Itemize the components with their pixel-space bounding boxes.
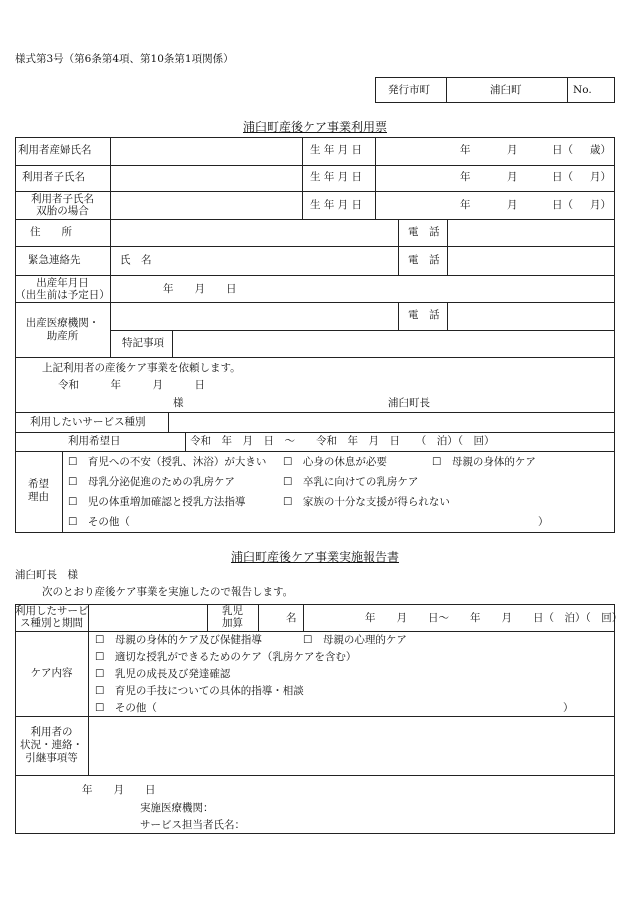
care-label: ケア内容 <box>30 667 73 679</box>
delivery-label-1: 出産年月日 <box>36 277 89 289</box>
emergency-name-label: 氏 名 <box>120 254 152 266</box>
infant-label-1: 乳児 <box>222 605 243 617</box>
checkbox-icon[interactable]: ☐ <box>95 668 105 680</box>
mother-name-label: 利用者産婦氏名 <box>18 144 92 156</box>
issuer-no-label: No. <box>573 84 592 96</box>
year-text: 年 <box>460 171 471 183</box>
reason-option[interactable]: ☐ 母乳分泌促進のための乳房ケア <box>68 476 235 488</box>
report-form-title: 浦臼町産後ケア事業実施報告書 <box>230 550 399 564</box>
usage-form-title: 浦臼町産後ケア事業利用票 <box>242 120 387 134</box>
reason-option[interactable]: ☐ 母親の身体的ケア <box>432 456 536 468</box>
delivery-label-2: （出生前は予定日） <box>15 289 110 301</box>
twin-label-1: 利用者子氏名 <box>31 193 94 205</box>
emergency-phone-label: 電 話 <box>408 254 440 266</box>
checkbox-icon[interactable]: ☐ <box>95 702 105 714</box>
status-label-3: 引継事項等 <box>25 752 78 764</box>
twin-birthdate-label: 生 年 月 日 <box>310 199 363 211</box>
infant-count-label: 名 <box>286 612 297 624</box>
report-staff-label: サービス担当者氏名： <box>140 819 245 831</box>
request-text: 上記利用者の産後ケア事業を依頼します。 <box>42 362 241 374</box>
month-text: 月 <box>507 144 518 156</box>
checkbox-icon[interactable]: ☐ <box>68 456 78 468</box>
issuer-label: 発行市町 <box>388 84 430 96</box>
care-option[interactable]: ☐ 適切な授乳ができるためのケア（乳房ケアを含む） <box>95 651 357 663</box>
checkbox-icon[interactable]: ☐ <box>303 634 313 646</box>
reason-option[interactable]: ☐ 児の体重増加確認と授乳方法指導 <box>68 496 246 508</box>
service-period-label-1: 利用したサービ <box>15 605 89 617</box>
month-text: 月 <box>507 171 518 183</box>
report-date: 年 月 日 <box>82 784 156 796</box>
form-id: 様式第3号（第6条第4項、第10条第1項関係） <box>15 53 234 65</box>
status-label-1: 利用者の <box>30 726 73 738</box>
age-close: 歳） <box>590 144 611 156</box>
period-value: 年 月 日～ 年 月 日（ 泊）（ 回） <box>365 612 623 624</box>
reason-option[interactable]: ☐ その他（ <box>68 516 130 528</box>
service-type-label: 利用したいサービス種別 <box>30 416 146 428</box>
checkbox-icon[interactable]: ☐ <box>68 476 78 488</box>
year-text: 年 <box>460 144 471 156</box>
care-close-paren: ） <box>563 702 574 714</box>
care-option[interactable]: ☐ 乳児の成長及び発達確認 <box>95 668 231 680</box>
checkbox-icon[interactable]: ☐ <box>68 496 78 508</box>
year-text: 年 <box>460 199 471 211</box>
reason-label-2: 理由 <box>28 491 49 503</box>
address-label: 住 所 <box>30 226 72 238</box>
care-option[interactable]: ☐ 育児の手技についての具体的指導・相談 <box>95 685 304 697</box>
care-option[interactable]: ☐ その他（ <box>95 702 157 714</box>
desired-date-value: 令和 年 月 日 ～ 令和 年 月 日 （ 泊）（ 回） <box>190 435 495 447</box>
checkbox-icon[interactable]: ☐ <box>95 685 105 697</box>
emergency-label: 緊急連絡先 <box>28 254 81 266</box>
reason-option[interactable]: ☐ 心身の休息が必要 <box>283 456 387 468</box>
delivery-date: 年 月 日 <box>163 283 237 295</box>
report-facility-label: 実施医療機関： <box>140 802 214 814</box>
child-name-label: 利用者子氏名 <box>22 171 85 183</box>
month-text: 月 <box>507 199 518 211</box>
mother-birthdate-label: 生 年 月 日 <box>310 144 363 156</box>
status-label-2: 状況・連絡・ <box>20 739 83 751</box>
checkbox-icon[interactable]: ☐ <box>283 496 293 508</box>
day-text: 日（ <box>552 199 573 211</box>
care-option[interactable]: ☐ 母親の身体的ケア及び保健指導 <box>95 634 262 646</box>
checkbox-icon[interactable]: ☐ <box>95 634 105 646</box>
reason-label-1: 希望 <box>28 478 49 490</box>
issuer-town: 浦臼町 <box>490 84 522 96</box>
service-period-label-2: ス種別と期間 <box>20 617 83 629</box>
report-intro: 次のとおり産後ケア事業を実施したので報告します。 <box>42 586 294 598</box>
day-text: 日（ <box>552 144 573 156</box>
day-text: 日（ <box>552 171 573 183</box>
mayor-text: 浦臼町長 <box>388 397 430 409</box>
reason-close-paren: ） <box>538 516 549 528</box>
reason-option[interactable]: ☐ 卒乳に向けての乳房ケア <box>283 476 419 488</box>
sama-text: 様 <box>173 397 184 409</box>
request-date: 令和 年 月 日 <box>58 379 205 391</box>
checkbox-icon[interactable]: ☐ <box>432 456 442 468</box>
desired-date-label: 利用希望日 <box>68 435 121 447</box>
checkbox-icon[interactable]: ☐ <box>283 476 293 488</box>
child-birthdate-label: 生 年 月 日 <box>310 171 363 183</box>
reason-option[interactable]: ☐ 育児への不安（授乳、沐浴）が大きい <box>68 456 267 468</box>
facility-phone-label: 電 話 <box>408 309 440 321</box>
notes-label: 特記事項 <box>122 337 164 349</box>
checkbox-icon[interactable]: ☐ <box>68 516 78 528</box>
infant-label-2: 加算 <box>222 617 243 629</box>
reason-option[interactable]: ☐ 家族の十分な支援が得られない <box>283 496 450 508</box>
care-option[interactable]: ☐ 母親の心理的ケア <box>303 634 407 646</box>
month-close: 月） <box>590 171 611 183</box>
facility-label-1: 出産医療機関・ <box>25 317 100 329</box>
checkbox-icon[interactable]: ☐ <box>95 651 105 663</box>
phone-label: 電 話 <box>408 226 440 238</box>
facility-label-2: 助産所 <box>46 330 79 342</box>
report-addressee: 浦臼町長 様 <box>15 569 78 581</box>
checkbox-icon[interactable]: ☐ <box>283 456 293 468</box>
twin-label-2: 双胎の場合 <box>36 205 89 217</box>
month-close: 月） <box>590 199 611 211</box>
